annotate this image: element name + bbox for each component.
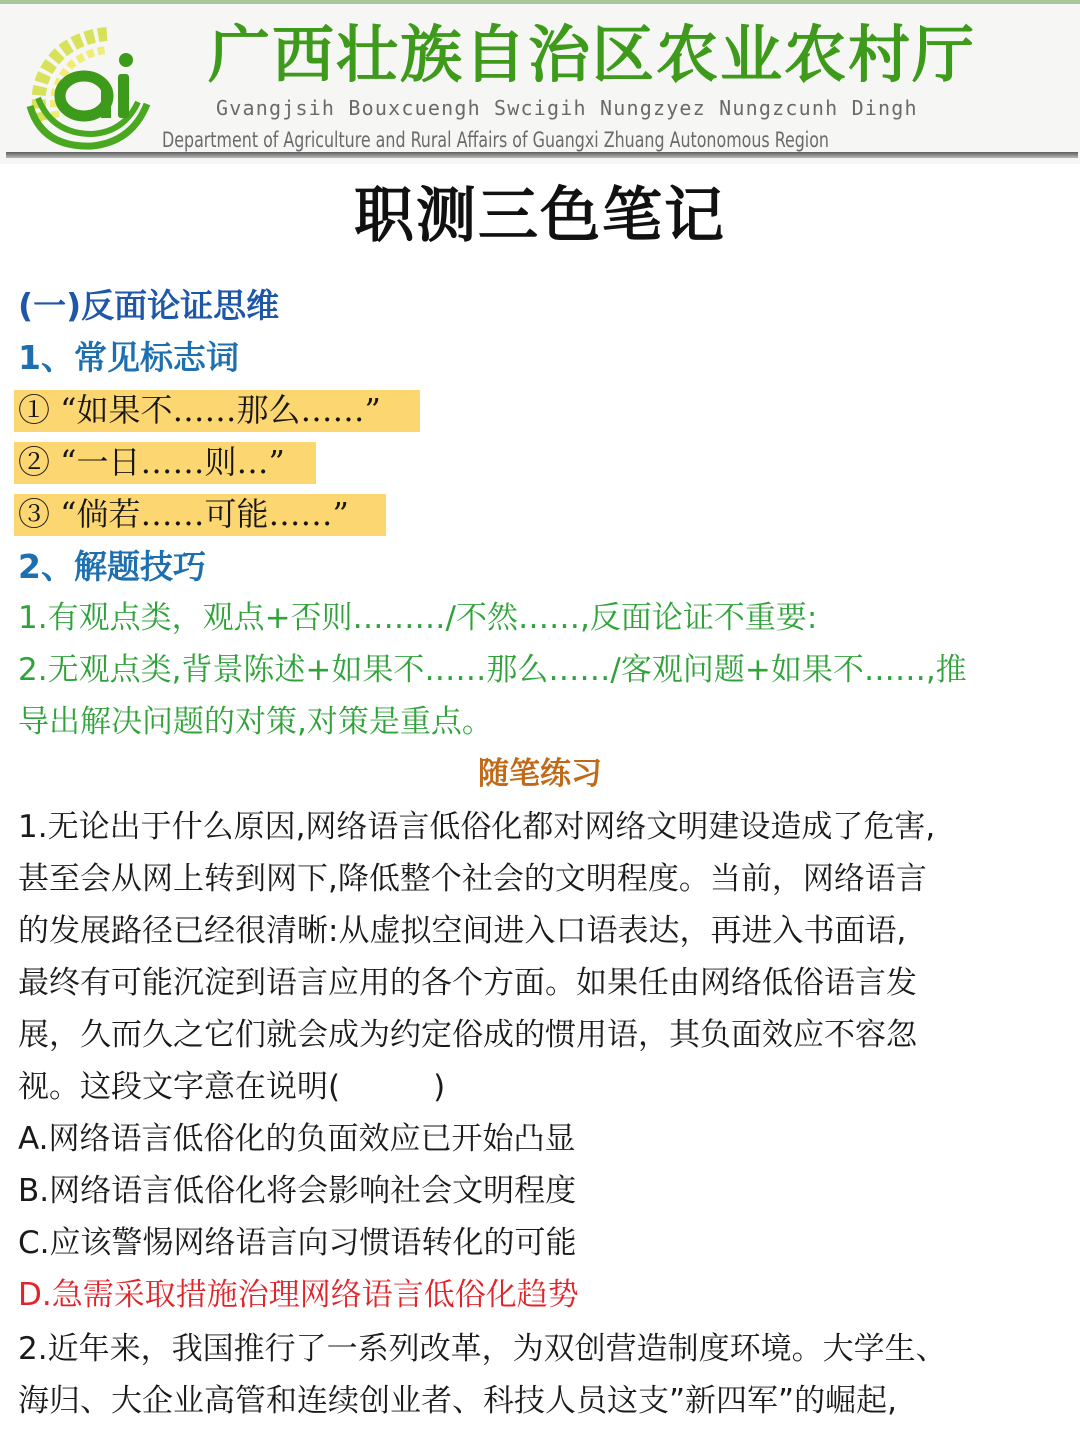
practice-heading: 随笔练习 [478,756,602,792]
banner-divider [6,152,1078,158]
option-b: B.网络语言低俗化将会影响社会文明程度 [18,1173,577,1209]
question-1-line: 1.无论出于什么原因,网络语言低俗化都对网络文明建设造成了危害, [18,809,936,845]
tip-line: 导出解决问题的对策,对策是重点。 [18,704,493,740]
question-1-line: 展，久而久之它们就会成为约定俗成的惯用语，其负面效应不容忽 [18,1017,917,1053]
org-name-chinese: 广西壮族自治区农业农村厅 [208,18,977,91]
question-2-line: 海归、大企业高管和连续创业者、科技人员这支”新四军”的崛起, [18,1383,897,1419]
page-title: 职测三色笔记 [354,181,726,251]
keyword-item: ① “如果不……那么……” [18,391,381,429]
header-banner [0,0,1080,164]
ai-wheat-logo-icon [22,26,152,151]
option-d-answer: D.急需采取措施治理网络语言低俗化趋势 [18,1277,579,1313]
question-1-line: 最终有可能沉淀到语言应用的各个方面。如果任由网络低俗语言发 [18,965,917,1001]
question-1-line: 视。这段文字意在说明( ) [18,1069,446,1105]
question-1-line: 的发展路径已经很清晰:从虚拟空间进入口语表达，再进入书面语, [18,913,907,949]
question-2-line: 2.近年来，我国推行了一系列改革，为双创营造制度环境。大学生、 [18,1331,947,1367]
keyword-item: ② “一日……则…” [18,443,285,481]
option-a: A.网络语言低俗化的负面效应已开始凸显 [18,1121,576,1157]
question-1-line: 甚至会从网上转到网下,降低整个社会的文明程度。当前，网络语言 [18,861,927,897]
option-c: C.应该警惕网络语言向习惯语转化的可能 [18,1225,577,1261]
org-name-zhuang: Gvangjsih Bouxcuengh Swcigih Nungzyez Nungzcunh Dingh [216,96,918,120]
subsection-heading-keywords: 1、常见标志词 [18,338,239,377]
org-name-english: Department of Agriculture and Rural Affairs of Guangxi Zhuang Autonomous Region [162,128,829,152]
tip-line: 1.有观点类，观点+否则………/不然……,反面论证不重要: [18,600,818,636]
section-heading: (一)反面论证思维 [18,286,280,325]
subsection-heading-techniques: 2、解题技巧 [18,547,206,586]
tip-line: 2.无观点类,背景陈述+如果不……那么……/客观问题+如果不……,推 [18,652,967,688]
keyword-item: ③ “倘若……可能……” [18,495,349,533]
